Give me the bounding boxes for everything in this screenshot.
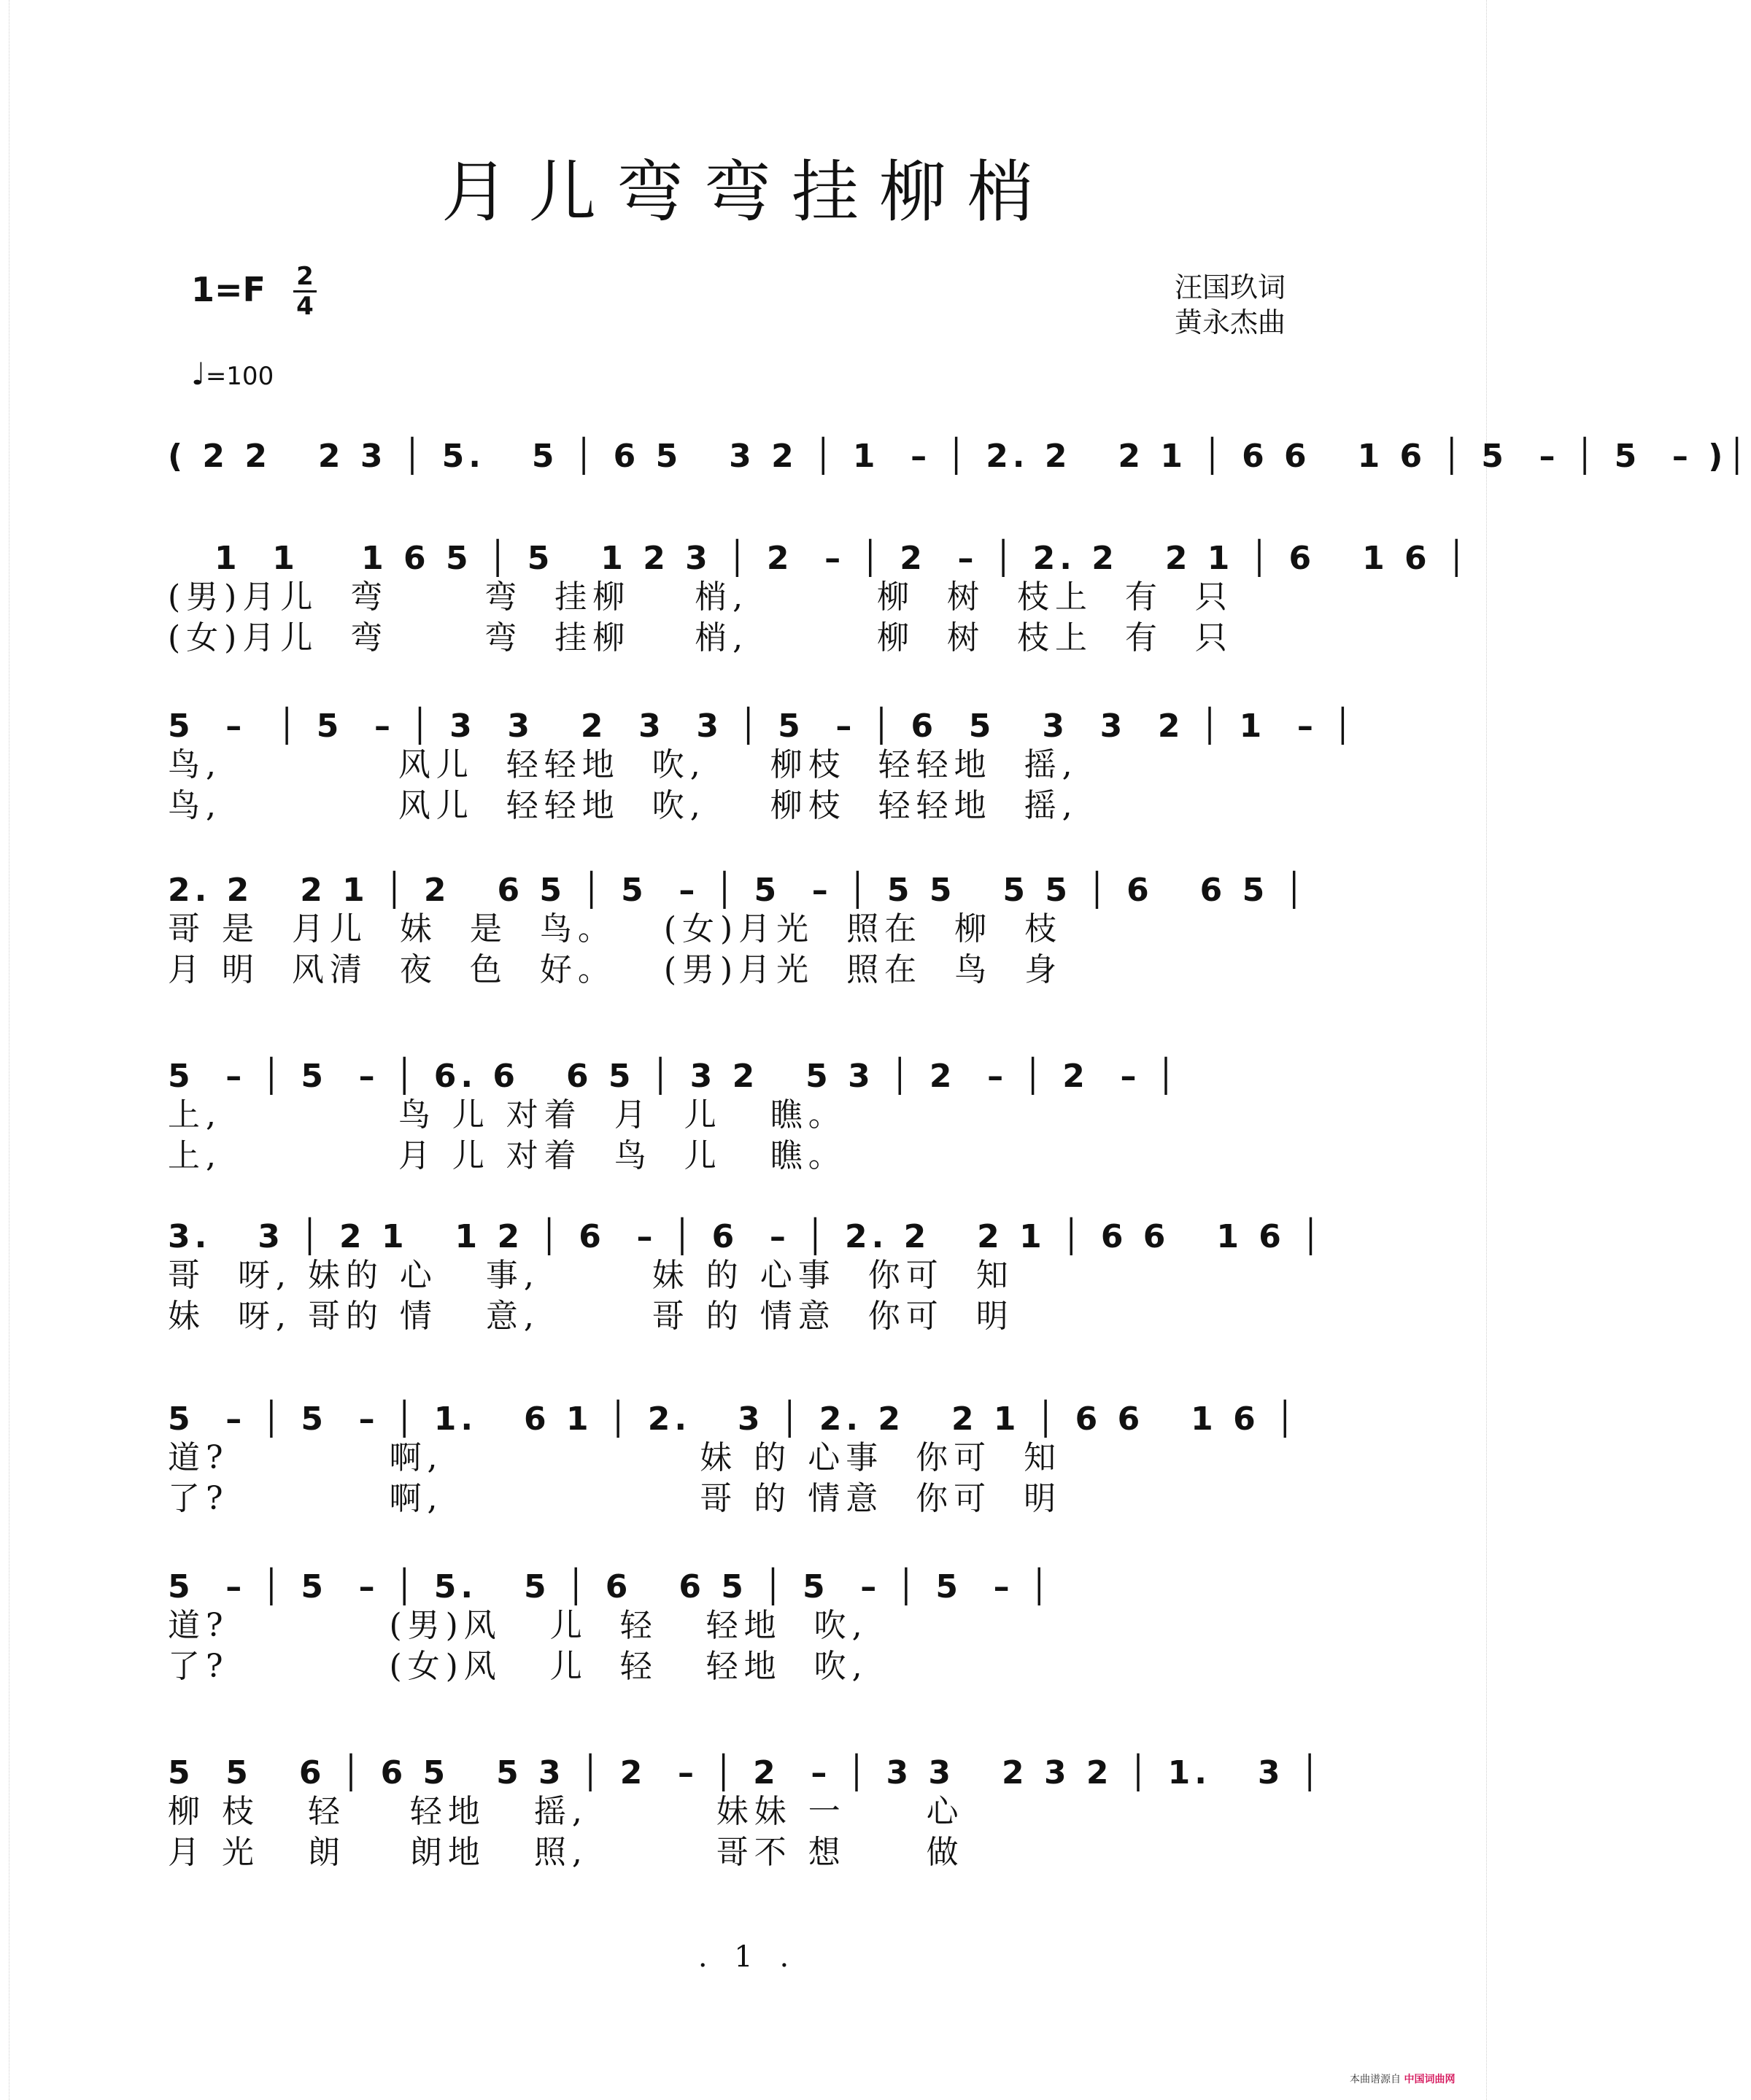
system-9-lyric-2: 月 光 朗 朗地 照, 哥不 想 做 [168, 1834, 965, 1871]
system-2-notes: 1 1 1 6 5 │ 5 1 2 3 │ 2 – │ 2 – │ 2. 2 2 1 │ 6 1 6 │ [168, 540, 1471, 577]
watermark-brand: 中国词曲网 [1404, 2074, 1456, 2085]
quarter-note-icon: ♩ [191, 356, 206, 392]
watermark-source: 本曲谱源自 [1350, 2074, 1401, 2085]
song-title: 月儿弯弯挂柳梢 [441, 153, 1054, 231]
system-9-lyric-1: 柳 枝 轻 轻地 摇, 妹妹 一 心 [168, 1793, 965, 1830]
system-7-lyric-1: 道? 啊, 妹 的 心事 你可 知 [168, 1439, 1062, 1476]
system-7-lyric-2: 了? 啊, 哥 的 情意 你可 明 [168, 1480, 1062, 1517]
score-system-2 [168, 540, 1471, 659]
system-4-notes: 2. 2 2 1 │ 2 6 5 │ 5 – │ 5 – │ 5 5 5 5 │ 6 6 5 │ [168, 872, 1309, 909]
system-6-lyric-2: 妹 呀, 哥的 情 意, 哥 的 情意 你可 明 [168, 1298, 1014, 1335]
system-3-lyric-2: 鸟, 风儿 轻轻地 吹, 柳枝 轻轻地 摇, [168, 787, 1078, 824]
system-4-lyric-2: 月 明 风清 夜 色 好。 (男)月光 照在 鸟 身 [168, 951, 1063, 988]
system-8-lyric-2: 了? (女)风 儿 轻 轻地 吹, [168, 1648, 868, 1685]
source-watermark [1350, 2072, 1455, 2086]
system-7-notes: 5 – │ 5 – │ 1. 6 1 │ 2. 3 │ 2. 2 2 1 │ 6 6 1 6 │ [168, 1400, 1299, 1438]
system-1-notes: ( 2 2 2 3 │ 5. 5 │ 6 5 3 2 │ 1 – │ 2. 2 2 1 │ 6 6 1 6 │ 5 – │ 5 – )│ [168, 438, 1751, 475]
composer: 黄永杰曲 [1175, 306, 1286, 338]
tempo-marking [191, 356, 274, 392]
meter-bottom: 4 [296, 292, 314, 321]
system-5-notes: 5 – │ 5 – │ 6. 6 6 5 │ 3 2 5 3 │ 2 – │ 2 – │ [168, 1058, 1180, 1095]
score-system-8 [168, 1568, 1335, 1687]
system-8-lyric-1: 道? (男)风 儿 轻 轻地 吹, [168, 1607, 868, 1644]
tempo-value: =100 [205, 362, 274, 391]
system-9-notes: 5 5 6 │ 6 5 5 3 │ 2 – │ 2 – │ 3 3 2 3 2 │ 1. 3 │ [168, 1754, 1324, 1791]
credits [1175, 270, 1286, 340]
page-number: . 1 . [697, 1940, 798, 1974]
system-2-lyric-female: (女)月儿 弯 弯 挂柳 梢, 柳 树 枝上 有 只 [168, 619, 1233, 656]
left-page-edge [0, 0, 9, 2100]
system-4-lyric-1: 哥 是 月儿 妹 是 鸟。 (女)月光 照在 柳 枝 [168, 910, 1063, 948]
score-system-6 [168, 1218, 1335, 1337]
system-8-notes: 5 – │ 5 – │ 5. 5 │ 6 6 5 │ 5 – │ 5 – │ [168, 1568, 1054, 1605]
score-system-9 [168, 1754, 1335, 1873]
score-system-5 [168, 1058, 1335, 1177]
right-page-edge [1486, 0, 1496, 2100]
system-6-lyric-1: 哥 呀, 妹的 心 事, 妹 的 心事 你可 知 [168, 1257, 1014, 1294]
meter-top: 2 [296, 262, 314, 291]
system-3-lyric-1: 鸟, 风儿 轻轻地 吹, 柳枝 轻轻地 摇, [168, 746, 1078, 783]
score-system-4 [168, 872, 1335, 991]
lyricist: 汪国玖词 [1175, 271, 1286, 303]
system-6-notes: 3. 3 │ 2 1 1 2 │ 6 – │ 6 – │ 2. 2 2 1 │ 6 6 1 6 │ [168, 1218, 1325, 1255]
system-3-notes: 5 – │ 5 – │ 3 3 2 3 3 │ 5 – │ 6 5 3 3 2 │ 1 – │ [168, 708, 1357, 745]
score-system-3 [168, 708, 1357, 826]
system-5-lyric-1: 上, 鸟 儿 对着 月 儿 瞧。 [168, 1096, 846, 1134]
score-system-7 [168, 1400, 1335, 1519]
system-5-lyric-2: 上, 月 儿 对着 鸟 儿 瞧。 [168, 1137, 846, 1174]
score-system-1 [168, 438, 1751, 475]
system-2-lyric-male: (男)月儿 弯 弯 挂柳 梢, 柳 树 枝上 有 只 [168, 578, 1233, 616]
key-signature: 1=F [191, 270, 266, 309]
time-signature [290, 263, 320, 320]
